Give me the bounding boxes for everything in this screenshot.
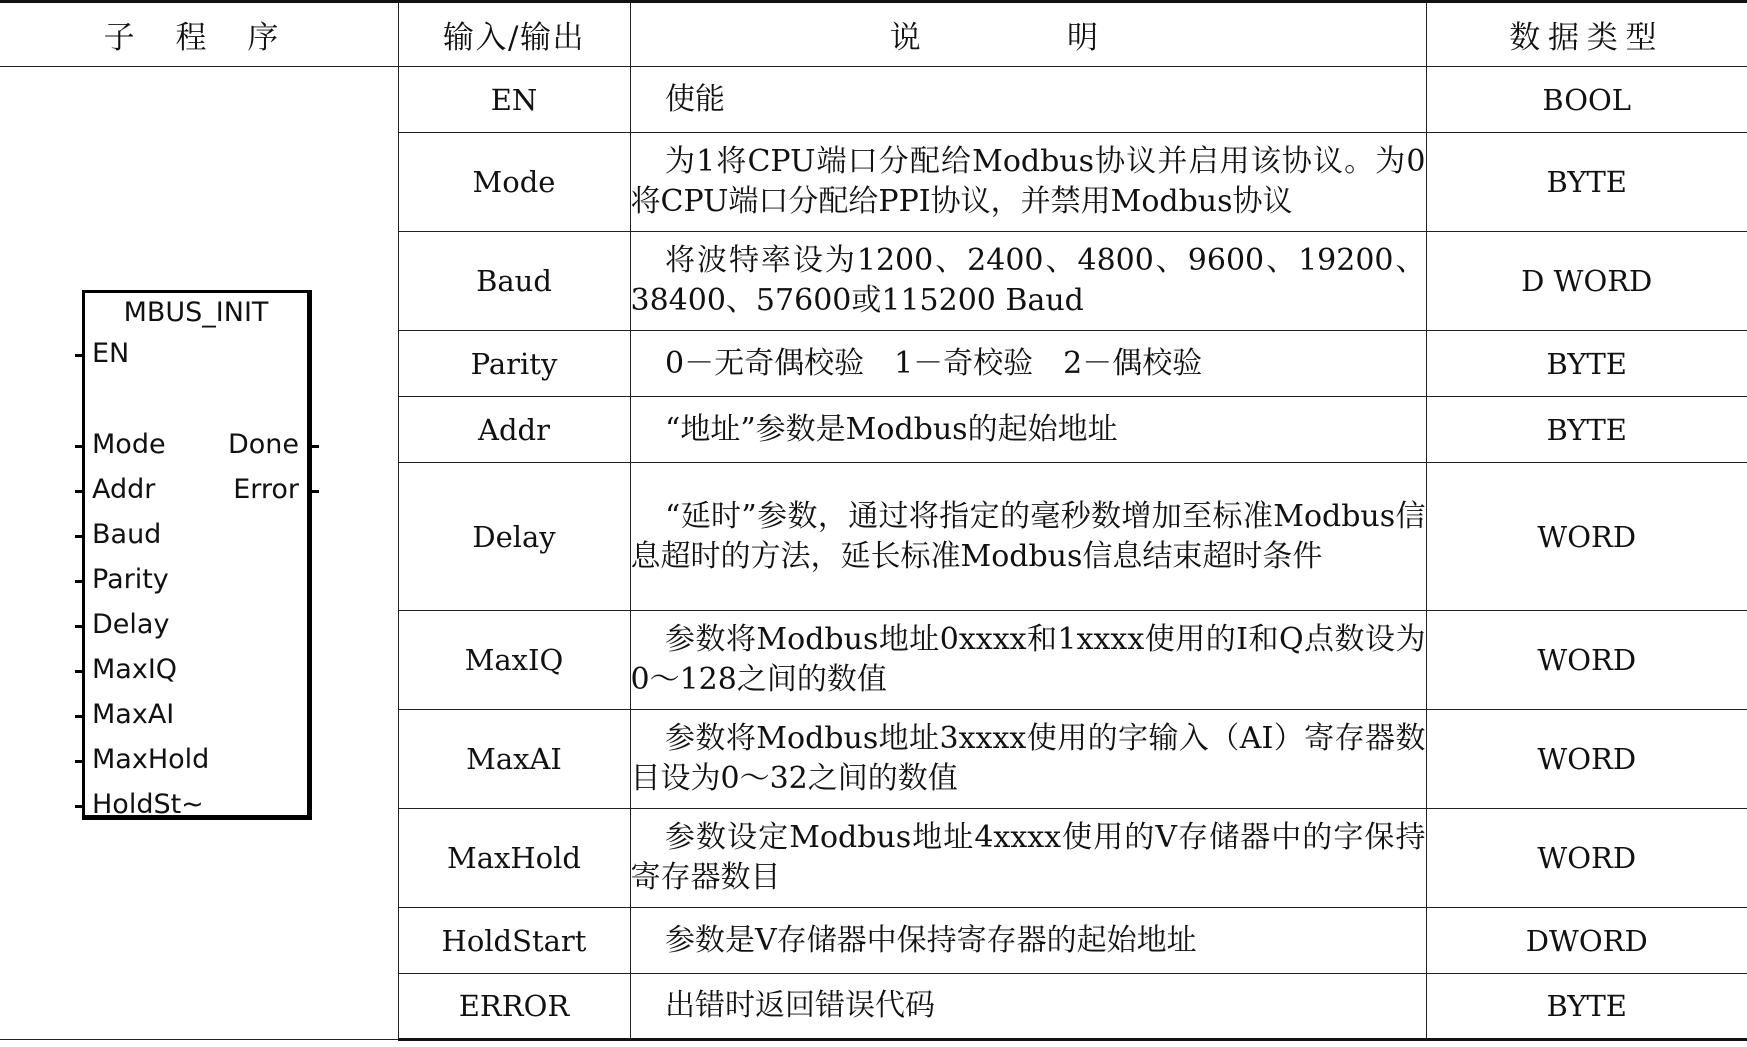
- param-name: MaxIQ: [398, 611, 630, 710]
- param-name: ERROR: [398, 974, 630, 1040]
- param-type: BYTE: [1426, 974, 1747, 1040]
- block-input-holdstart: HoldSt~: [92, 789, 204, 820]
- param-type: BOOL: [1426, 67, 1747, 133]
- header-datatype: 数据类型: [1426, 2, 1747, 67]
- param-type: WORD: [1426, 710, 1747, 809]
- param-name: Addr: [398, 397, 630, 463]
- param-type: DWORD: [1426, 908, 1747, 974]
- param-type: BYTE: [1426, 397, 1747, 463]
- block-output-error: Error: [233, 474, 299, 505]
- param-name: EN: [398, 67, 630, 133]
- block-title: MBUS_INIT: [123, 297, 269, 328]
- param-desc: 使能: [630, 67, 1426, 133]
- block-input-maxhold: MaxHold: [92, 744, 210, 775]
- param-name: MaxHold: [398, 809, 630, 908]
- header-row: [0, 2, 1747, 67]
- block-input-maxiq: MaxIQ: [92, 654, 178, 685]
- param-desc: 参数是V存储器中保持寄存器的起始地址: [630, 908, 1426, 974]
- param-type: BYTE: [1426, 133, 1747, 232]
- param-desc: “延时”参数，通过将指定的毫秒数增加至标准Modbus信息超时的方法，延长标准Modbus信息结束超时条件: [630, 463, 1426, 611]
- param-desc: 为1将CPU端口分配给Modbus协议并启用该协议。为0将CPU端口分配给PPI协议，并禁用Modbus协议: [630, 133, 1426, 232]
- pin-connector-icon: [75, 670, 85, 673]
- header-description: 说 明: [630, 2, 1426, 67]
- pin-connector-icon: [75, 625, 85, 628]
- header-io: 输入/输出: [398, 2, 630, 67]
- param-name: HoldStart: [398, 908, 630, 974]
- pin-connector-icon: [75, 760, 85, 763]
- pin-connector-icon: [309, 490, 319, 493]
- param-desc: 0－无奇偶校验 1－奇校验 2－偶校验: [630, 331, 1426, 397]
- param-desc: “地址”参数是Modbus的起始地址: [630, 397, 1426, 463]
- subroutine-cell: [0, 67, 398, 1040]
- param-type: BYTE: [1426, 331, 1747, 397]
- block-output-done: Done: [227, 429, 299, 460]
- param-type: D WORD: [1426, 232, 1747, 331]
- param-name: MaxAI: [398, 710, 630, 809]
- mbus-init-block: [82, 290, 312, 820]
- pin-connector-icon: [75, 354, 85, 357]
- pin-connector-icon: [75, 580, 85, 583]
- param-name: Baud: [398, 232, 630, 331]
- pin-connector-icon: [75, 490, 85, 493]
- param-desc: 参数将Modbus地址0xxxx和1xxxx使用的I和Q点数设为0～128之间的数值: [630, 611, 1426, 710]
- param-name: Mode: [398, 133, 630, 232]
- pin-connector-icon: [75, 805, 85, 808]
- pin-connector-icon: [75, 445, 85, 448]
- param-type: WORD: [1426, 463, 1747, 611]
- block-input-mode: Mode: [92, 429, 166, 460]
- block-input-delay: Delay: [92, 609, 170, 640]
- block-input-parity: Parity: [92, 564, 169, 595]
- param-desc: 出错时返回错误代码: [630, 974, 1426, 1040]
- block-input-addr: Addr: [92, 474, 156, 505]
- param-name: Parity: [398, 331, 630, 397]
- pin-connector-icon: [75, 535, 85, 538]
- block-input-maxai: MaxAI: [92, 699, 175, 730]
- header-subroutine: 子 程 序: [0, 2, 398, 67]
- param-desc: 参数设定Modbus地址4xxxx使用的V存储器中的字保持寄存器数目: [630, 809, 1426, 908]
- table-row: [0, 67, 1747, 133]
- pin-connector-icon: [75, 715, 85, 718]
- param-type: WORD: [1426, 809, 1747, 908]
- param-type: WORD: [1426, 611, 1747, 710]
- pin-connector-icon: [309, 445, 319, 448]
- param-name: Delay: [398, 463, 630, 611]
- param-desc: 将波特率设为1200、2400、4800、9600、19200、38400、57600或115200 Baud: [630, 232, 1426, 331]
- block-input-en: EN: [92, 338, 130, 369]
- block-input-baud: Baud: [92, 519, 162, 550]
- param-desc: 参数将Modbus地址3xxxx使用的字输入（AI）寄存器数目设为0～32之间的数值: [630, 710, 1426, 809]
